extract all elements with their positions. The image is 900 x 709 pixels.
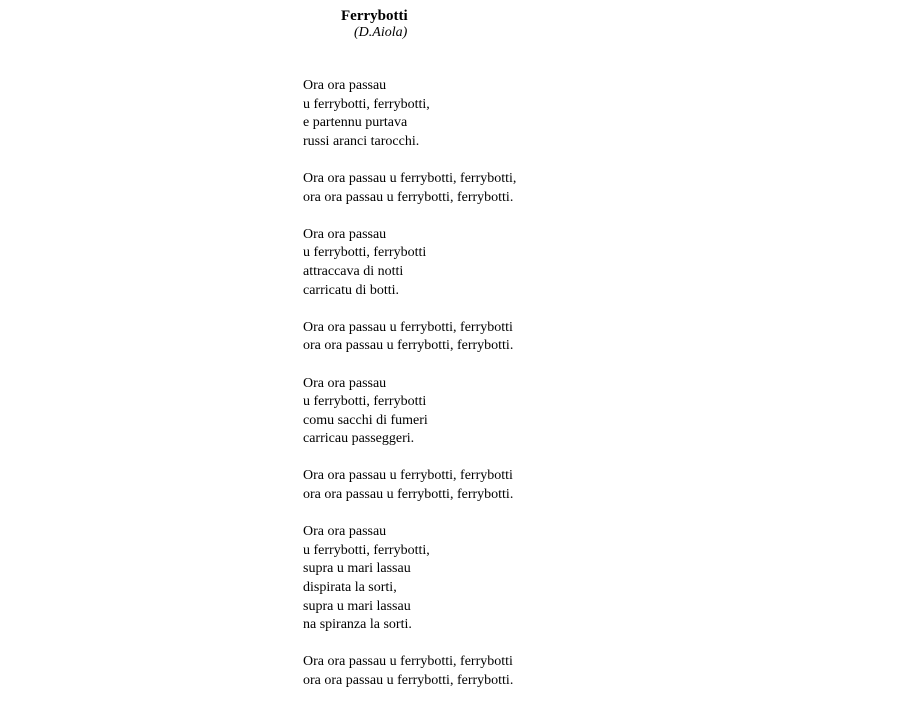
poem-line: Ora ora passau bbox=[303, 524, 387, 540]
stanza bbox=[303, 375, 893, 449]
poem-line: ora ora passau u ferrybotti, ferrybotti. bbox=[303, 673, 514, 688]
poem-body bbox=[303, 77, 893, 709]
poem-line: Ora ora passau bbox=[303, 78, 387, 93]
poem-line: u ferrybotti, ferrybotti bbox=[303, 245, 427, 261]
poem-line: Ora ora passau u ferrybotti, ferrybotti bbox=[303, 468, 513, 484]
poem-line: Ora ora passau u ferrybotti, ferrybotti, bbox=[303, 170, 517, 186]
poem-line: supra u mari lassau bbox=[303, 561, 411, 577]
poem-line: Ora ora passau bbox=[303, 226, 387, 242]
stanza bbox=[303, 226, 893, 300]
poem-line: e partennu purtava bbox=[303, 115, 408, 131]
poem-line: ora ora passau u ferrybotti, ferrybotti. bbox=[303, 189, 514, 205]
stanza bbox=[303, 467, 893, 504]
poem-line: ora ora passau u ferrybotti, ferrybotti. bbox=[303, 487, 514, 503]
poem-line: supra u mari lassau bbox=[303, 598, 411, 614]
poem-line: comu sacchi di fumeri bbox=[303, 412, 428, 428]
poem-line: carricatu di botti. bbox=[303, 282, 400, 298]
poem-line: u ferrybotti, ferrybotti bbox=[303, 394, 427, 410]
stanza bbox=[303, 170, 893, 207]
document-author: (D.Aiola) bbox=[354, 25, 408, 40]
poem-line: ora ora passau u ferrybotti, ferrybotti. bbox=[303, 338, 514, 354]
poem-line: u ferrybotti, ferrybotti, bbox=[303, 96, 430, 112]
poem-line: carricau passeggeri. bbox=[303, 431, 415, 447]
poem-line: dispirata la sorti, bbox=[303, 580, 397, 596]
poem-line: Ora ora passau bbox=[303, 375, 387, 391]
document-title: Ferrybotti bbox=[341, 8, 408, 24]
stanza bbox=[303, 653, 893, 690]
stanza bbox=[303, 77, 893, 151]
poem-line: attraccava di notti bbox=[303, 263, 404, 279]
poem-line: Ora ora passau u ferrybotti, ferrybotti bbox=[303, 654, 513, 670]
stanza bbox=[303, 523, 893, 635]
poem-line: russi aranci tarocchi. bbox=[303, 133, 420, 149]
stanza bbox=[303, 319, 893, 356]
poem-line: u ferrybotti, ferrybotti, bbox=[303, 542, 430, 558]
poem-line: na spiranza la sorti. bbox=[303, 617, 412, 633]
poem-line: Ora ora passau u ferrybotti, ferrybotti bbox=[303, 319, 513, 335]
